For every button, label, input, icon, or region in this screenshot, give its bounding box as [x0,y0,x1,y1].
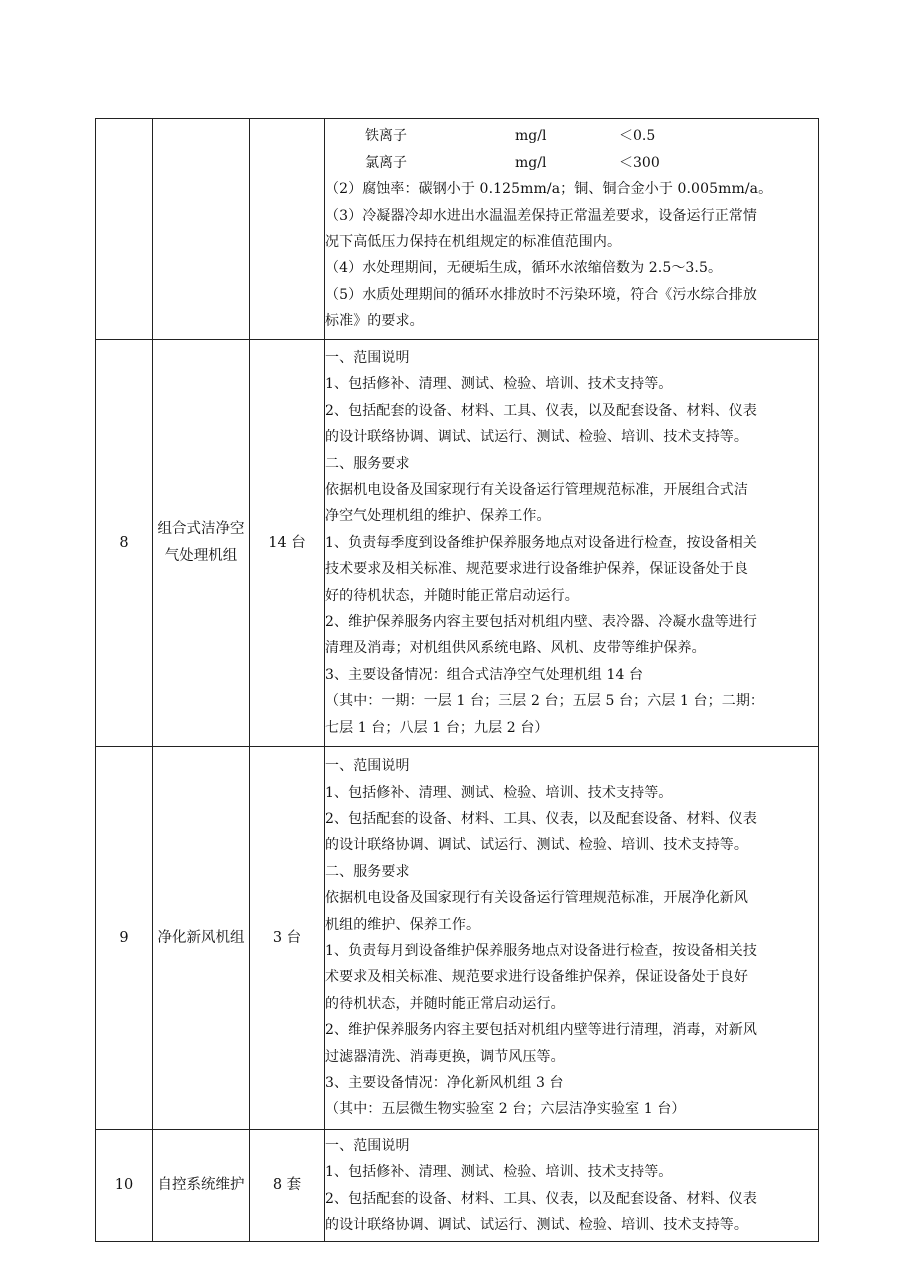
name-cell: 组合式洁净空气处理机组 [153,340,250,747]
description-line: 1、负责每季度到设备维护保养服务地点对设备进行检查，按设备相关 [325,534,758,551]
description-line: 1、包括修补、清理、测试、检验、培训、技术支持等。 [325,1164,673,1181]
description-line: 1、包括修补、清理、测试、检验、培训、技术支持等。 [325,784,673,801]
name-cell: 自控系统维护 [153,1130,250,1242]
quantity-cell [250,119,325,340]
description-line: 依据机电设备及国家现行有关设备运行管理规范标准，开展净化新风 [325,890,748,907]
description-line: 况下高低压力保持在机组规定的标准值范围内。 [325,234,622,250]
name-cell: 净化新风机组 [153,747,250,1130]
description-line: 术要求及相关标准、规范要求进行设备维护保养，保证设备处于良好 [325,969,748,986]
description-line: （3）冷凝器冷却水进出水温温差保持正常温差要求，设备运行正常情 [325,207,758,224]
description-line: 二、服务要求 [325,863,410,880]
description-line: 1、包括修补、清理、测试、检验、培训、技术支持等。 [325,376,673,393]
table-row [96,340,819,747]
description-line: （2）腐蚀率：碳钢小于 0.125mm/a；铜、铜合金小于 0.005mm/a。 [325,181,773,198]
description-line: 七层 1 台；八层 1 台；九层 2 台） [325,719,549,736]
ion-limit-row: 氯离子 mg/l ＜300 [365,154,660,171]
description-line: 机组的维护、保养工作。 [325,916,481,933]
description-line: 2、包括配套的设备、材料、工具、仪表，以及配套设备、材料、仪表 [325,810,758,827]
table-row [96,1130,819,1242]
description-line: 2、维护保养服务内容主要包括对机组内壁、表冷器、冷凝水盘等进行 [325,614,758,631]
description-line: （5）水质处理期间的循环水排放时不污染环境，符合《污水综合排放 [325,286,758,303]
description-line: 2、包括配套的设备、材料、工具、仪表，以及配套设备、材料、仪表 [325,402,758,419]
description-line: 一、范围说明 [325,758,410,775]
index-cell: 9 [96,747,153,1130]
description-line: 标准》的要求。 [325,313,424,330]
description-line: （其中：五层微生物实验室 2 台；六层洁净实验室 1 台） [325,1101,686,1118]
table-row [96,119,819,340]
quantity-cell: 8 套 [250,1130,325,1242]
description-line: 的设计联络协调、调试、试运行、测试、检验、培训、技术支持等。 [325,429,748,446]
description-line: 的待机状态，并随时能正常启动运行。 [325,995,565,1012]
description-line: 净空气处理机组的维护、保养工作。 [325,508,551,525]
ion-limit-row: 铁离子 mg/l ＜0.5 [365,128,656,145]
index-cell [96,119,153,340]
description-line: 3、主要设备情况：净化新风机组 3 台 [325,1075,564,1092]
description-line: 3、主要设备情况：组合式洁净空气处理机组 14 台 [325,666,644,683]
description-line: 一、范围说明 [325,1137,410,1154]
description-line: 依据机电设备及国家现行有关设备运行管理规范标准，开展组合式洁 [325,481,748,498]
description-line: 1、负责每月到设备维护保养服务地点对设备进行检查，按设备相关技 [325,943,758,959]
quantity-cell: 3 台 [250,747,325,1130]
description-cell [325,1130,819,1242]
maintenance-spec-table [95,118,819,1242]
description-line: （其中：一期：一层 1 台；三层 2 台；五层 5 台；六层 1 台；二期： [325,693,765,710]
name-cell [153,119,250,340]
quantity-cell: 14 台 [250,340,325,747]
description-line: 的设计联络协调、调试、试运行、测试、检验、培训、技术支持等。 [325,837,748,854]
table-row [96,747,819,1130]
description-line: （4）水处理期间，无硬垢生成，循环水浓缩倍数为 2.5～3.5。 [325,260,723,277]
description-line: 好的待机状态，并随时能正常启动运行。 [325,587,579,604]
description-cell [325,119,819,340]
description-line: 技术要求及相关标准、规范要求进行设备维护保养，保证设备处于良 [325,561,748,578]
description-line: 二、服务要求 [325,455,410,472]
description-cell [325,340,819,747]
description-line: 2、维护保养服务内容主要包括对机组内壁等进行清理，消毒，对新风 [325,1022,758,1039]
description-line: 的设计联络协调、调试、试运行、测试、检验、培训、技术支持等。 [325,1216,748,1233]
description-line: 2、包括配套的设备、材料、工具、仪表，以及配套设备、材料、仪表 [325,1190,758,1207]
description-line: 一、范围说明 [325,349,410,366]
description-line: 过滤器清洗、消毒更换，调节风压等。 [325,1048,565,1065]
description-line: 清理及消毒；对机组供风系统电路、风机、皮带等维护保养。 [325,640,706,657]
index-cell: 10 [96,1130,153,1242]
index-cell: 8 [96,340,153,747]
description-cell [325,747,819,1130]
